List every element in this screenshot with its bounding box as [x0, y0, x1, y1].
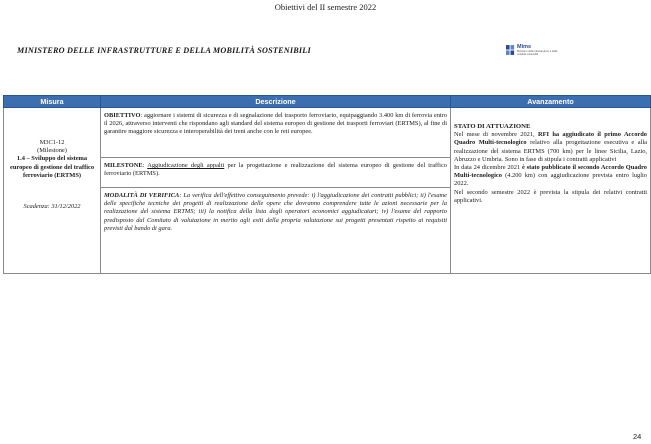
- verifica-block: [101, 187, 450, 236]
- descrizione-cell: [101, 108, 451, 274]
- verifica-text: : La verifica dell'effettivo conseguimento prevede: i) l'aggiudicazione dei contratti pubblici; ii) l'esame delle specifiche tecniche dei progetti di realizzazione delle opere che dovranno comprendere tutte le azioni necessarie per la realizzazione del sistema ERTMS; iii) la notifica della lista degli operatori economici aggiudicatari; iv) l'esame del rapporto predisposto dal Comitato di valutazione in merito agli esiti della propria valutazione sui progetti presentati rispetto ai requisiti previsti dal bando di gara.: [104, 192, 447, 232]
- misura-deadline: Scadenza: 31/12/2022: [23, 203, 81, 211]
- milestone-block: MILESTONE: Aggiudicazione degli appalti per la progettazione e realizzazione del sistema europeo di gestione del traffico ferroviario (ERTMS).: [101, 157, 450, 187]
- header-misura: Misura: [4, 96, 101, 108]
- ministry-logo: [506, 44, 566, 60]
- misura-name: 1.4 – Sviluppo del sistema europeo di gestione del traffico ferroviario (ERTMS): [10, 155, 95, 179]
- page-header-title: Obiettivi del II semestre 2022: [274, 2, 377, 12]
- milestone-text: per la progettazione e realizzazione del sistema europeo di gestione del traffico ferroviario (ERTMS).: [104, 162, 447, 178]
- avanzamento-p3: Nel secondo semestre 2022 è prevista la stipula dei relativi contratti applicativi.: [454, 188, 647, 204]
- misura-code: M3C1-12: [39, 139, 65, 146]
- avanzamento-p1-b: RFI ha aggiudicato il primo Accordo Quadro Multi-tecnologico: [454, 131, 648, 147]
- logo-brand: Mims: [517, 44, 532, 50]
- milestone-table: [3, 95, 651, 274]
- milestone-label: MILESTONE: [104, 162, 143, 169]
- obiettivo-block: [101, 108, 450, 157]
- table-header-row: [4, 96, 651, 108]
- avanzamento-cell: [451, 108, 651, 274]
- ministry-title: MINISTERO DELLE INFRASTRUTTURE E DELLA MOBILITÀ SOSTENIBILI: [17, 46, 311, 55]
- header-descrizione: Descrizione: [101, 96, 451, 108]
- avanzamento-label: STATO DI ATTUAZIONE: [454, 123, 531, 130]
- verifica-label: MODALITÀ DI VERIFICA: [104, 192, 180, 199]
- avanzamento-p1-c: relativo alla progettazione esecutiva e alla realizzazione del sistema ERTMS (700 km) per le linee Sicilia, Lazio, Abruzzo e Umbria. Sono in fase di stipula i contratti applicativi: [454, 139, 647, 163]
- misura-cell: [4, 108, 101, 274]
- misura-type: (Milestone): [37, 147, 67, 155]
- obiettivo-label: OBIETTIVO: [104, 112, 141, 119]
- milestone-underlined: Aggiudicazione degli appalti: [147, 162, 225, 169]
- header-avanzamento: Avanzamento: [451, 96, 651, 108]
- table-row: [4, 108, 651, 274]
- page-number: 24: [633, 432, 642, 441]
- avanzamento-p2-a: In data 24 dicembre 2021: [454, 164, 522, 172]
- avanzamento-p2-b: è stato pubblicato il secondo Accordo Quadro Multi-tecnologico: [454, 164, 648, 180]
- avanzamento-p1-a: Nel mese di novembre 2021,: [454, 131, 538, 139]
- avanzamento-p2-c: (4.200 km) con aggiudicazione prevista entro luglio 2022.: [454, 172, 647, 188]
- mims-logo-icon: [506, 45, 515, 55]
- obiettivo-text: : aggiornare i sistemi di sicurezza e di segnalazione del trasporto ferroviario, equipaggiando 3.400 km di ferrovia entro il 2026, attraverso interventi che rispondano agli standard del sistema europeo di gestione dei trasporti ferroviari (ERTMS), al fine di garantire maggiore sicurezza e interoperabilità dei treni anche con le reti europee.: [104, 112, 447, 136]
- logo-subtitle: Ministero delle infrastrutture e della mobilità sostenibili: [517, 50, 558, 56]
